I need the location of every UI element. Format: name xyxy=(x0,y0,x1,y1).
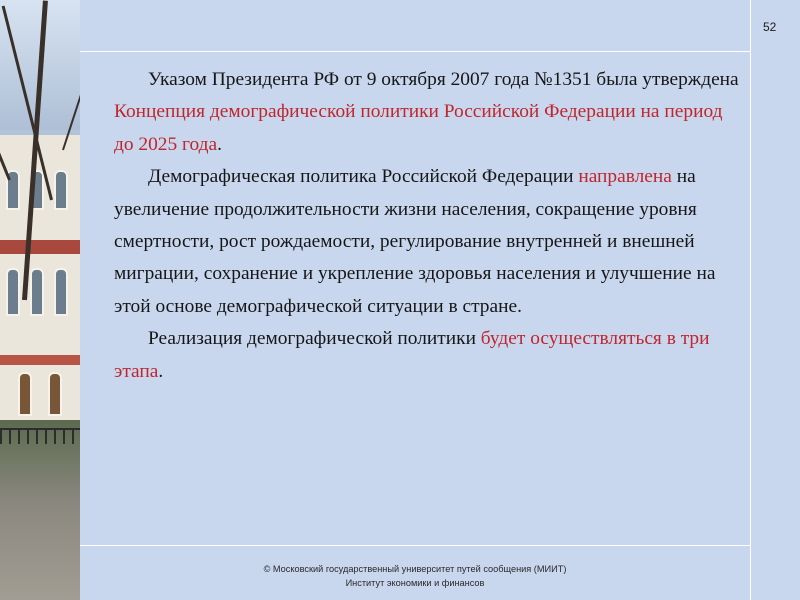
photo-window xyxy=(6,268,20,316)
building-photo xyxy=(0,0,80,600)
paragraph-text: Указом Президента РФ от 9 октября 2007 года №1351 была утверждена xyxy=(148,69,739,90)
photo-window xyxy=(54,268,68,316)
slide-footer xyxy=(80,562,750,590)
highlight-directed: направлена xyxy=(578,166,672,188)
paragraph-text: на увеличение продолжительности жизни населения, сокращение уровня смертности, рост рождаемости, регулирование внутренней и внешней миграции, сохранение и укрепление здоровья населения и улучшение на этой основе демографической ситуации в стране. xyxy=(114,166,716,317)
photo-window xyxy=(54,170,68,210)
photo-door xyxy=(48,372,62,416)
footer-university: © Московский государственный университет путей сообщения (МИИТ) xyxy=(263,564,567,574)
paragraph-text: . xyxy=(217,133,222,155)
photo-cornice xyxy=(0,240,80,254)
footer-institute: Институт экономики и финансов xyxy=(345,578,485,588)
page-number: 52 xyxy=(763,20,777,34)
paragraph-stages xyxy=(114,323,746,388)
right-divider xyxy=(750,0,751,600)
slide-body xyxy=(114,64,746,388)
photo-fence xyxy=(0,428,80,444)
photo-cornice-lower xyxy=(0,355,80,365)
paragraph-text: Демографическая политика Российской Федерации xyxy=(148,166,579,188)
paragraph-decree xyxy=(114,64,746,161)
top-divider xyxy=(80,51,750,52)
highlight-stages: будет осуществляться в три этапа xyxy=(114,328,710,382)
paragraph-text: Реализация демографической политики xyxy=(148,328,481,350)
photo-door xyxy=(18,372,32,416)
photo-ground xyxy=(0,420,80,600)
bottom-divider xyxy=(80,545,750,546)
highlight-concept: Концепция демографической политики Российской Федерации на период до 2025 года xyxy=(114,101,723,155)
paragraph-policy xyxy=(114,161,746,323)
photo-window xyxy=(30,268,44,316)
paragraph-text: . xyxy=(158,360,164,382)
slide-panel xyxy=(80,0,800,600)
